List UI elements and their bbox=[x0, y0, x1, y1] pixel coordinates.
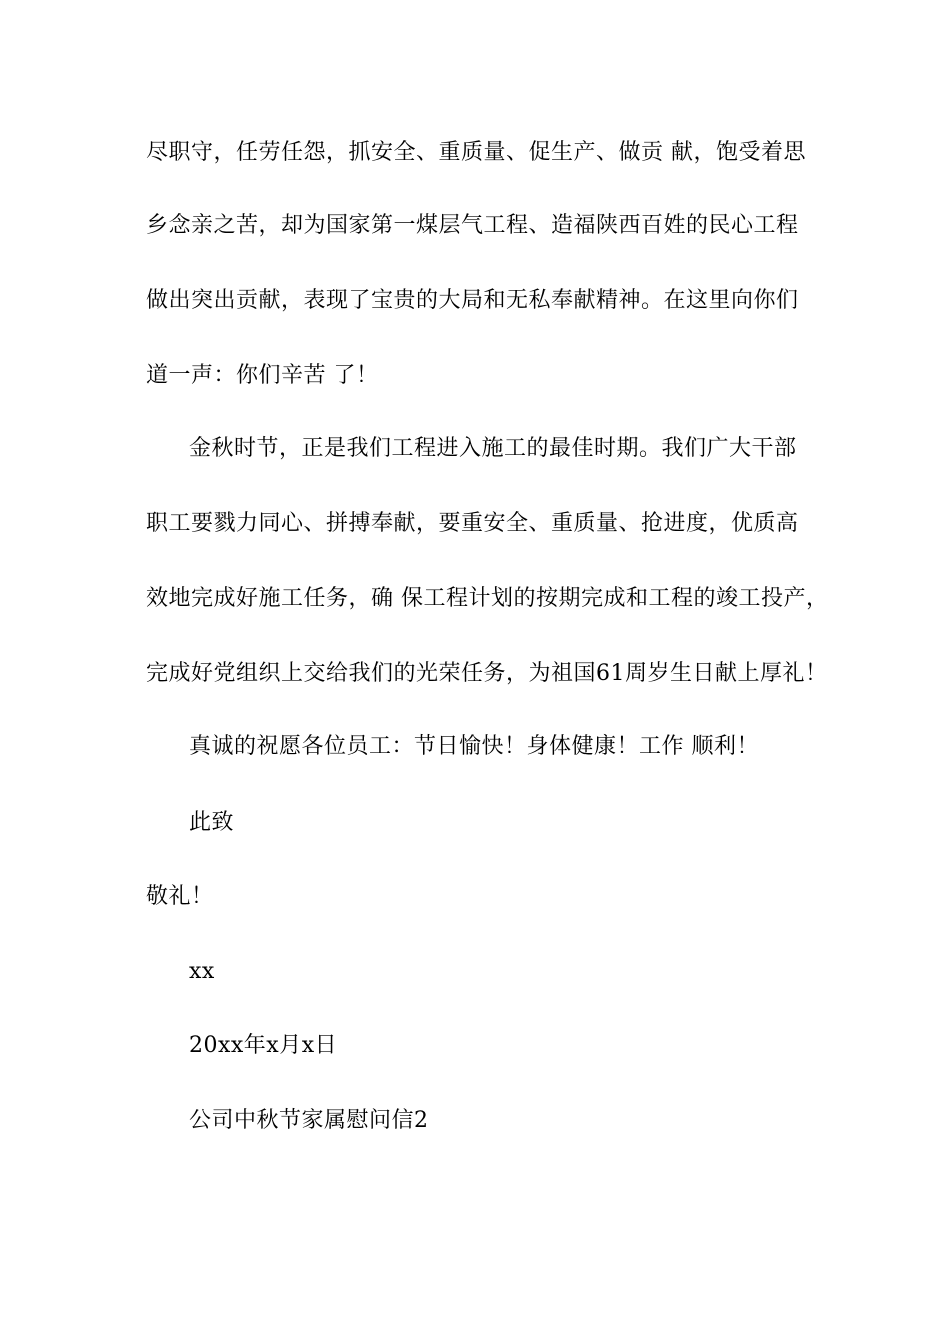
paragraph-line-4: 道一声：你们辛苦 了！ bbox=[146, 363, 379, 388]
closing-jing-li: 敬礼！ bbox=[146, 884, 214, 909]
date-line: 20xx年x月x日 bbox=[189, 1033, 338, 1058]
signature: xx bbox=[189, 959, 215, 984]
paragraph-line-3: 做出突出贡献，表现了宝贵的大局和无私奉献精神。在这里向你们 bbox=[146, 288, 799, 313]
paragraph-line-8: 完成好党组织上交给我们的光荣任务，为祖国61周岁生日献上厚礼！ bbox=[146, 661, 828, 686]
paragraph-line-7: 效地完成好施工任务，确 保工程计划的按期完成和工程的竣工投产， bbox=[146, 586, 829, 611]
greeting-line: 真诚的祝愿各位员工：节日愉快！身体健康！工作 顺利！ bbox=[189, 734, 759, 759]
next-letter-title: 公司中秋节家属慰问信2 bbox=[189, 1108, 429, 1133]
paragraph-line-2: 乡念亲之苦，却为国家第一煤层气工程、造福陕西百姓的民心工程 bbox=[146, 213, 799, 238]
closing-ci-zhi: 此致 bbox=[189, 810, 235, 835]
paragraph-line-1: 尽职守，任劳任怨，抓安全、重质量、促生产、做贡 献，饱受着思 bbox=[146, 140, 806, 165]
paragraph-line-5: 金秋时节，正是我们工程进入施工的最佳时期。我们广大干部 bbox=[189, 436, 797, 461]
paragraph-line-6: 职工要戮力同心、拼搏奉献，要重安全、重质量、抢进度，优质高 bbox=[146, 511, 799, 536]
